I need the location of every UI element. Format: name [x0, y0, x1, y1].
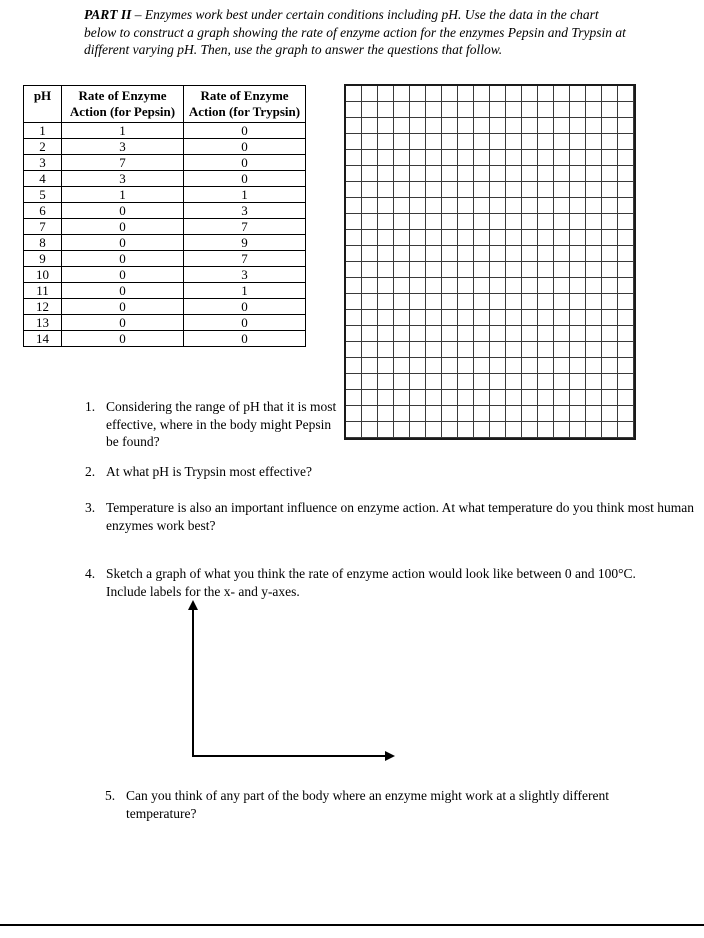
table-cell: 0: [62, 235, 184, 251]
table-cell: 0: [184, 171, 306, 187]
table-cell: 7: [184, 219, 306, 235]
enzyme-rate-table: [23, 85, 306, 347]
table-cell: 0: [184, 315, 306, 331]
table-row: [24, 235, 306, 251]
table-header-row: [24, 86, 306, 123]
table-cell: 0: [62, 315, 184, 331]
table-cell: 1: [62, 123, 184, 139]
table-cell: 0: [62, 267, 184, 283]
table-cell: 5: [24, 187, 62, 203]
table-cell: 7: [184, 251, 306, 267]
question-2-text: At what pH is Trypsin most effective?: [106, 464, 312, 479]
table-cell: 9: [184, 235, 306, 251]
table-row: [24, 203, 306, 219]
table-cell: 0: [62, 299, 184, 315]
question-5: [105, 787, 646, 822]
table-cell: 9: [24, 251, 62, 267]
table-cell: 0: [62, 203, 184, 219]
question-4-number: 4.: [85, 566, 96, 581]
table-row: [24, 331, 306, 347]
question-1: [85, 398, 344, 451]
table-cell: 4: [24, 171, 62, 187]
table-cell: 0: [62, 251, 184, 267]
table-cell: 3: [62, 171, 184, 187]
instructions-text: Enzymes work best under certain conditions including pH. Use the data in the chart below to construct a graph showing the rate of enzyme action for the enzymes Pepsin and Trypsin at different varying pH. Then, use the graph to answer the questions that follow.: [84, 7, 626, 57]
table-cell: 8: [24, 235, 62, 251]
table-row: [24, 219, 306, 235]
table-row: [24, 267, 306, 283]
ph-table-body: [24, 123, 306, 347]
question-4: [85, 565, 666, 600]
column-header-ph: pH: [24, 86, 62, 123]
x-axis-arrow-icon: [385, 751, 395, 761]
table-cell: 3: [184, 267, 306, 283]
question-1-number: 1.: [85, 399, 96, 414]
question-3-text: Temperature is also an important influence on enzyme action. At what temperature do you think most human enzymes work best?: [106, 500, 695, 533]
table-row: [24, 155, 306, 171]
question-4-text: Sketch a graph of what you think the rate of enzyme action would look like between 0 and 100°C. Include labels for the x- and y-axes.: [106, 566, 636, 599]
table-row: [24, 315, 306, 331]
table-cell: 0: [184, 299, 306, 315]
question-5-number: 5.: [105, 788, 116, 803]
table-cell: 7: [62, 155, 184, 171]
table-cell: 6: [24, 203, 62, 219]
table-cell: 3: [24, 155, 62, 171]
part-label: PART II: [84, 7, 132, 22]
table-cell: 14: [24, 331, 62, 347]
table-cell: 7: [24, 219, 62, 235]
table-row: [24, 187, 306, 203]
table-cell: 0: [184, 155, 306, 171]
table-row: [24, 251, 306, 267]
table-cell: 2: [24, 139, 62, 155]
question-3: [85, 499, 694, 534]
part-separator: –: [131, 7, 145, 22]
table-cell: 0: [184, 139, 306, 155]
question-2: [85, 463, 666, 481]
column-header-pepsin: Rate of Enzyme Action (for Pepsin): [62, 86, 184, 123]
table-cell: 0: [62, 331, 184, 347]
table-row: [24, 123, 306, 139]
sketch-x-axis: [192, 755, 386, 757]
question-2-number: 2.: [85, 464, 96, 479]
table-cell: 0: [184, 331, 306, 347]
table-cell: 1: [24, 123, 62, 139]
table-cell: 0: [62, 219, 184, 235]
table-cell: 1: [184, 283, 306, 299]
table-row: [24, 171, 306, 187]
table-cell: 13: [24, 315, 62, 331]
graph-grid: [344, 84, 636, 440]
column-header-trypsin: Rate of Enzyme Action (for Trypsin): [184, 86, 306, 123]
table-cell: 3: [62, 139, 184, 155]
table-cell: 0: [62, 283, 184, 299]
table-row: [24, 139, 306, 155]
table-row: [24, 299, 306, 315]
table-row: [24, 283, 306, 299]
page-bottom-rule: [0, 924, 704, 926]
question-1-text: Considering the range of pH that it is most effective, where in the body might Pepsin be found?: [106, 399, 337, 449]
table-cell: 12: [24, 299, 62, 315]
table-cell: 1: [184, 187, 306, 203]
table-cell: 11: [24, 283, 62, 299]
sketch-y-axis: [192, 609, 194, 757]
instructions-paragraph: [84, 6, 632, 59]
table-cell: 10: [24, 267, 62, 283]
table-cell: 3: [184, 203, 306, 219]
question-3-number: 3.: [85, 500, 96, 515]
question-5-text: Can you think of any part of the body where an enzyme might work at a slightly different temperature?: [126, 788, 610, 821]
table-cell: 0: [184, 123, 306, 139]
table-cell: 1: [62, 187, 184, 203]
